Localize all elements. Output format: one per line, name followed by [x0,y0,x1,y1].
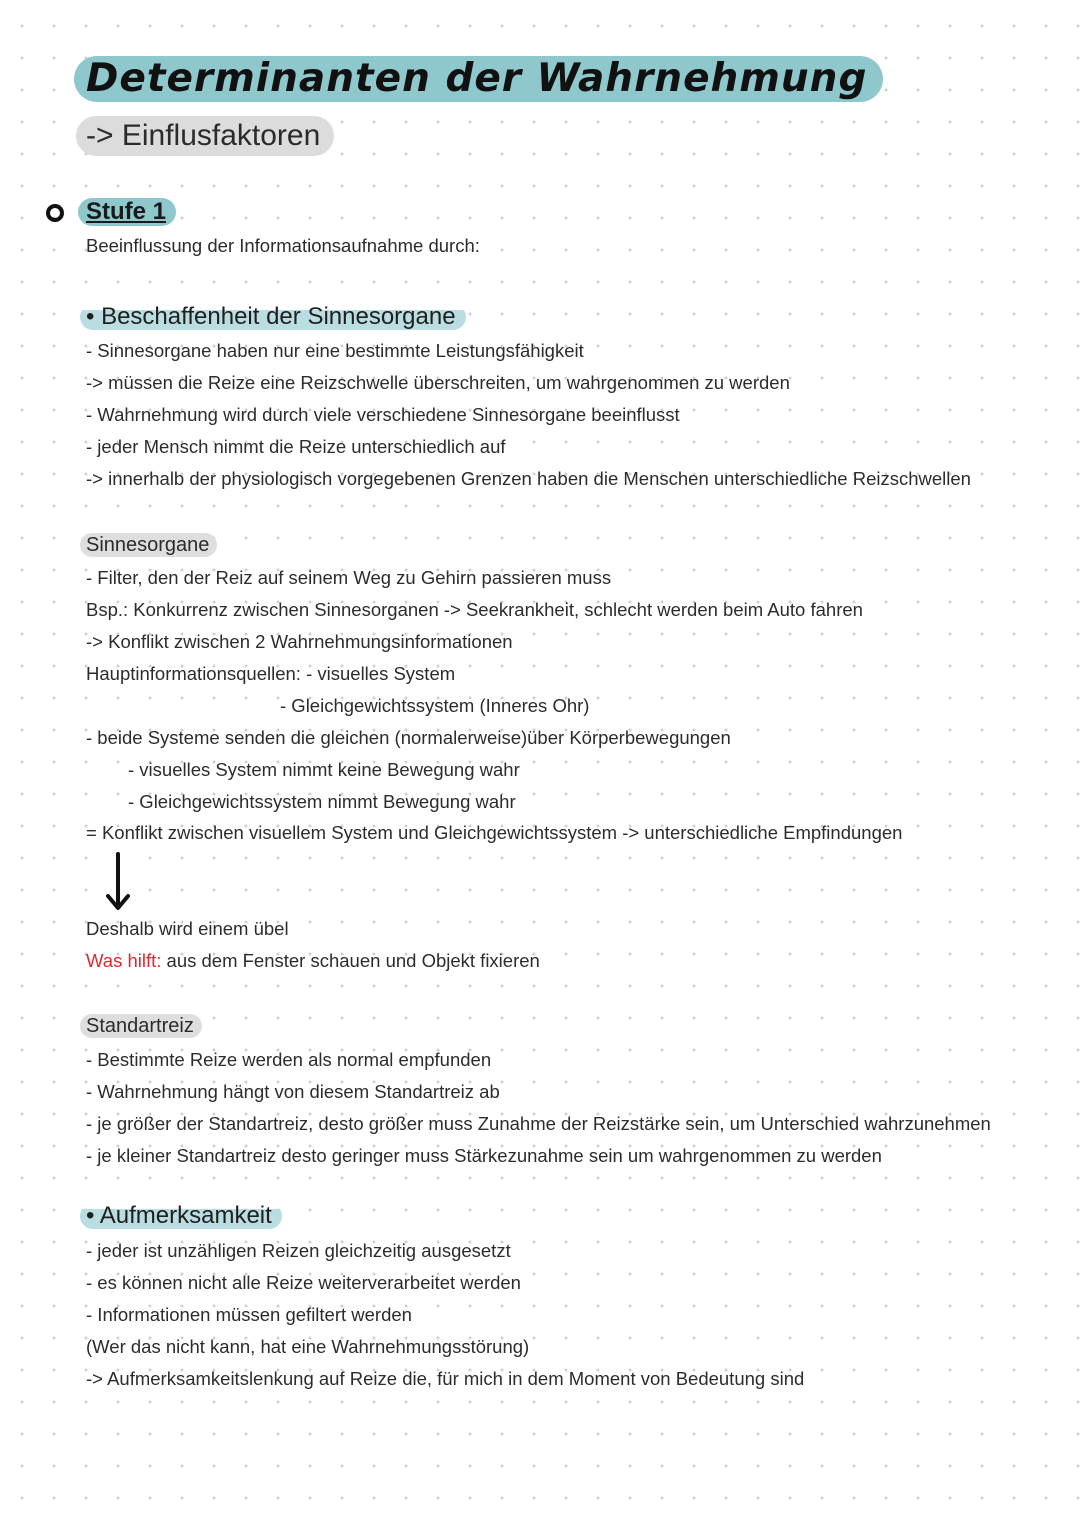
list-item: - jeder ist unzähligen Reizen gleichzeitig ausgesetzt [86,1240,511,1261]
bullet-ring-icon [46,204,64,222]
stage-intro: Beeinflussung der Informationsaufnahme durch: [86,235,480,256]
list-item: - Informationen müssen gefiltert werden [86,1304,412,1325]
list-item: - Sinnesorgane haben nur eine bestimmte Leistungsfähigkeit [86,340,584,361]
list-item: - Wahrnehmung wird durch viele verschiedene Sinnesorgane beeinflusst [86,404,680,425]
list-item: - Wahrnehmung hängt von diesem Standartreiz ab [86,1081,500,1102]
conclusion-text: Deshalb wird einem übel [86,918,289,939]
list-item: - Bestimmte Reize werden als normal empfunden [86,1049,492,1070]
list-item: Bsp.: Konkurrenz zwischen Sinnesorganen -> Seekrankheit, schlecht werden beim Auto fahren [86,599,863,620]
list-item: - beide Systeme senden die gleichen (normalerweise)über Körperbewegungen [86,727,731,748]
list-item: - Gleichgewichtssystem nimmt Bewegung wahr [128,791,516,812]
stage-label: Stufe 1 [78,198,176,226]
page-subtitle: -> Einflusfaktoren [76,116,334,156]
list-item: - Filter, den der Reiz auf seinem Weg zu Gehirn passieren muss [86,567,612,588]
list-item: - je kleiner Standartreiz desto geringer muss Stärkezunahme sein um wahrgenommen zu werden [86,1145,882,1166]
list-item: (Wer das nicht kann, hat eine Wahrnehmungsstörung) [86,1336,530,1357]
list-item: - je größer der Standartreiz, desto größer muss Zunahme der Reizstärke sein, um Unterschied wahrzunehmen [86,1113,991,1134]
tag-sinnesorgane: Sinnesorgane [80,533,217,557]
list-item: - visuelles System nimmt keine Bewegung wahr [128,759,520,780]
list-item: Hauptinformationsquellen: - visuelles System [86,663,456,684]
list-item: -> Aufmerksamkeitslenkung auf Reize die, für mich in dem Moment von Bedeutung sind [86,1368,805,1389]
section-heading-beschaffenheit: • Beschaffenheit der Sinnesorgane [80,304,466,330]
list-item: -> innerhalb der physiologisch vorgegebenen Grenzen haben die Menschen unterschiedliche Reizschwellen [86,468,971,489]
tag-standartreiz: Standartreiz [80,1014,202,1038]
list-item: - jeder Mensch nimmt die Reize unterschiedlich auf [86,436,506,457]
list-item: - Gleichgewichtssystem (Inneres Ohr) [280,695,590,716]
list-item: -> müssen die Reize eine Reizschwelle überschreiten, um wahrgenommen zu werden [86,372,790,393]
list-item: = Konflikt zwischen visuellem System und Gleichgewichtssystem -> unterschiedliche Empfindungen [86,822,903,843]
down-arrow-icon [104,852,132,912]
section-heading-aufmerksamkeit: • Aufmerksamkeit [80,1203,282,1229]
page-title: Determinanten der Wahrnehmung [74,56,883,102]
help-text: aus dem Fenster schauen und Objekt fixieren [161,950,540,971]
help-line [86,949,540,973]
help-label: Was hilft: [86,950,162,971]
list-item: - es können nicht alle Reize weiterverarbeitet werden [86,1272,521,1293]
list-item: -> Konflikt zwischen 2 Wahrnehmungsinformationen [86,631,513,652]
